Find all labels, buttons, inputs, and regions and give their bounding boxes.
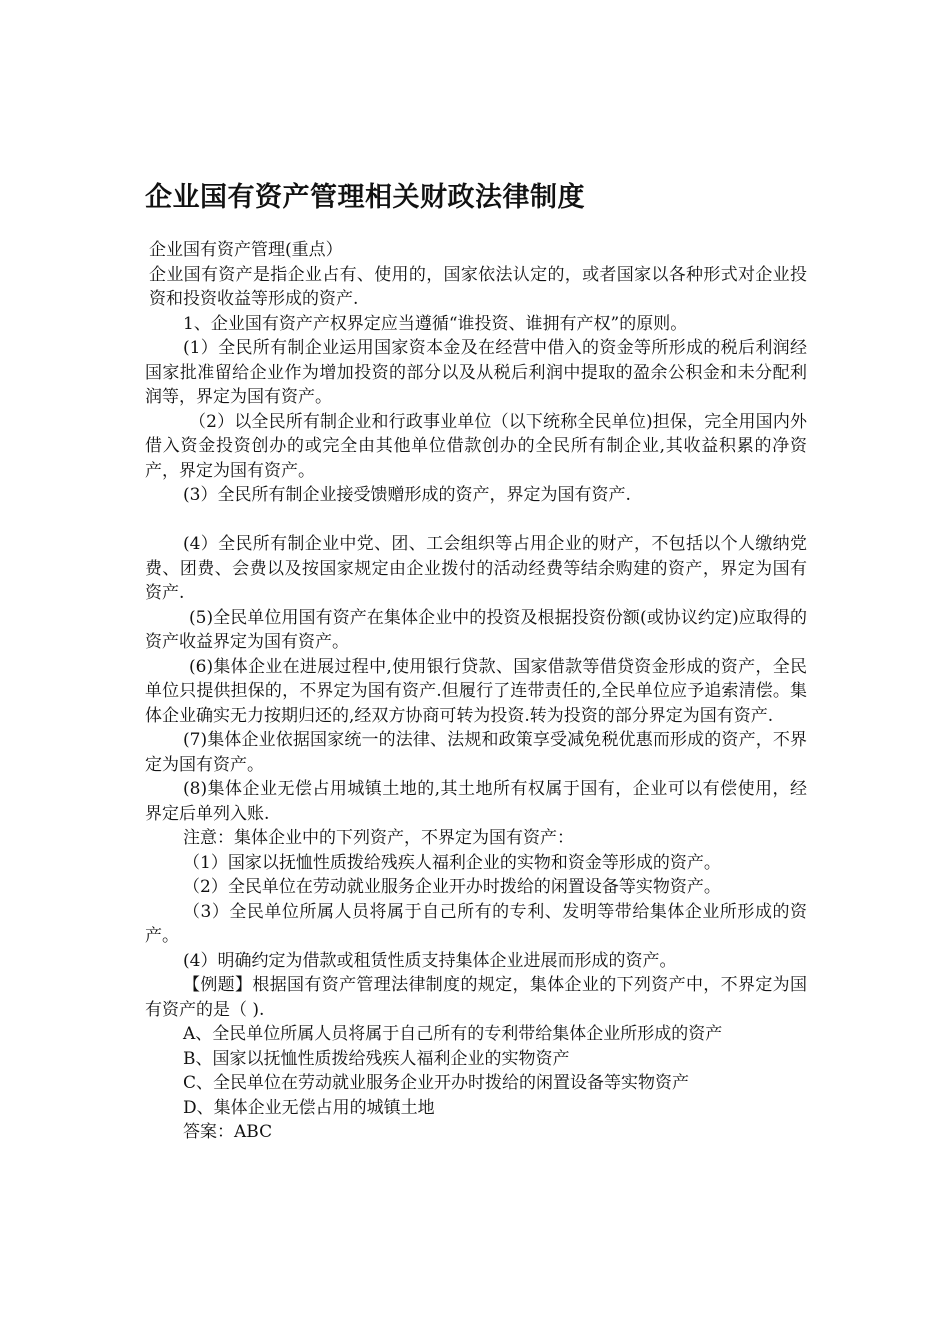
option-c: C、全民单位在劳动就业服务企业开办时拨给的闲置设备等实物资产 bbox=[183, 1073, 690, 1093]
paragraph-item-1: (1）全民所有制企业运用国家资本金及在经营中借入的资金等所形成的税后利润经国家批准留给企业作为增加投资的部分以及从税后利润中提取的盈余公积金和未分配利润等，界定为国有资产。 bbox=[145, 338, 807, 407]
option-d: D、集体企业无偿占用的城镇土地 bbox=[183, 1097, 435, 1118]
note-item-1: （1）国家以抚恤性质拨给残疾人福利企业的实物和资金等形成的资产。 bbox=[183, 852, 721, 873]
section-heading: 企业国有资产管理(重点） bbox=[149, 240, 343, 260]
paragraph-item-2: （2）以全民所有制企业和行政事业单位（以下统称全民单位)担保，完全用国内外借入资金投资创办的或完全由其他单位借款创办的全民所有制企业,其收益积累的净资产，界定为国有资产。 bbox=[145, 411, 807, 481]
paragraph-item-7: (7)集体企业依据国家统一的法律、法规和政策享受减免税优惠而形成的资产，不界定为国有资产。 bbox=[145, 730, 807, 775]
paragraph-item-3: (3）全民所有制企业接受馈赠形成的资产，界定为国有资产. bbox=[183, 485, 631, 505]
paragraph-definition: 企业国有资产是指企业占有、使用的，国家依法认定的，或者国家以各种形式对企业投资和投资收益等形成的资产. bbox=[149, 264, 807, 309]
option-a: A、全民单位所属人员将属于自己所有的专利带给集体企业所形成的资产 bbox=[183, 1024, 723, 1044]
paragraph-principle: 1、企业国有资产产权界定应当遵循“谁投资、谁拥有产权”的原则。 bbox=[183, 313, 688, 334]
answer: 答案：ABC bbox=[183, 1122, 273, 1142]
example-question: 【例题】根据国有资产管理法律制度的规定，集体企业的下列资产中，不界定为国有资产的是（ ). bbox=[145, 975, 807, 1020]
document-title: 企业国有资产管理相关财政法律制度 bbox=[145, 182, 585, 213]
document-page bbox=[145, 178, 807, 1145]
note-item-4: (4）明确约定为借款或租赁性质支持集体企业进展而形成的资产。 bbox=[183, 950, 677, 971]
paragraph-item-5: (5)全民单位用国有资产在集体企业中的投资及根据投资份额(或协议约定)应取得的资产收益界定为国有资产。 bbox=[145, 607, 807, 652]
option-b: B、国家以抚恤性质拨给残疾人福利企业的实物资产 bbox=[183, 1048, 570, 1069]
note-item-3: （3）全民单位所属人员将属于自己所有的专利、发明等带给集体企业所形成的资产。 bbox=[145, 901, 807, 946]
note-item-2: （2）全民单位在劳动就业服务企业开办时拨给的闲置设备等实物资产。 bbox=[183, 877, 721, 897]
blank-line bbox=[145, 508, 807, 533]
document-body bbox=[145, 238, 807, 1145]
paragraph-item-8: (8)集体企业无偿占用城镇土地的,其土地所有权属于国有，企业可以有偿使用，经界定后单列入账. bbox=[145, 779, 807, 824]
paragraph-note: 注意：集体企业中的下列资产，不界定为国有资产： bbox=[183, 828, 574, 848]
paragraph-item-4: (4）全民所有制企业中党、团、工会组织等占用企业的财产，不包括以个人缴纳党费、团费、会费以及按国家规定由企业拨付的活动经费等结余购建的资产，界定为国有资产. bbox=[145, 534, 807, 603]
paragraph-item-6: (6)集体企业在进展过程中,使用银行贷款、国家借款等借贷资金形成的资产，全民单位只提供担保的，不界定为国有资产.但履行了连带责任的,全民单位应予追索清偿。集体企业确实无力按期归还的,经双方协商可转为投资.转为投资的部分界定为国有资产. bbox=[145, 656, 807, 726]
